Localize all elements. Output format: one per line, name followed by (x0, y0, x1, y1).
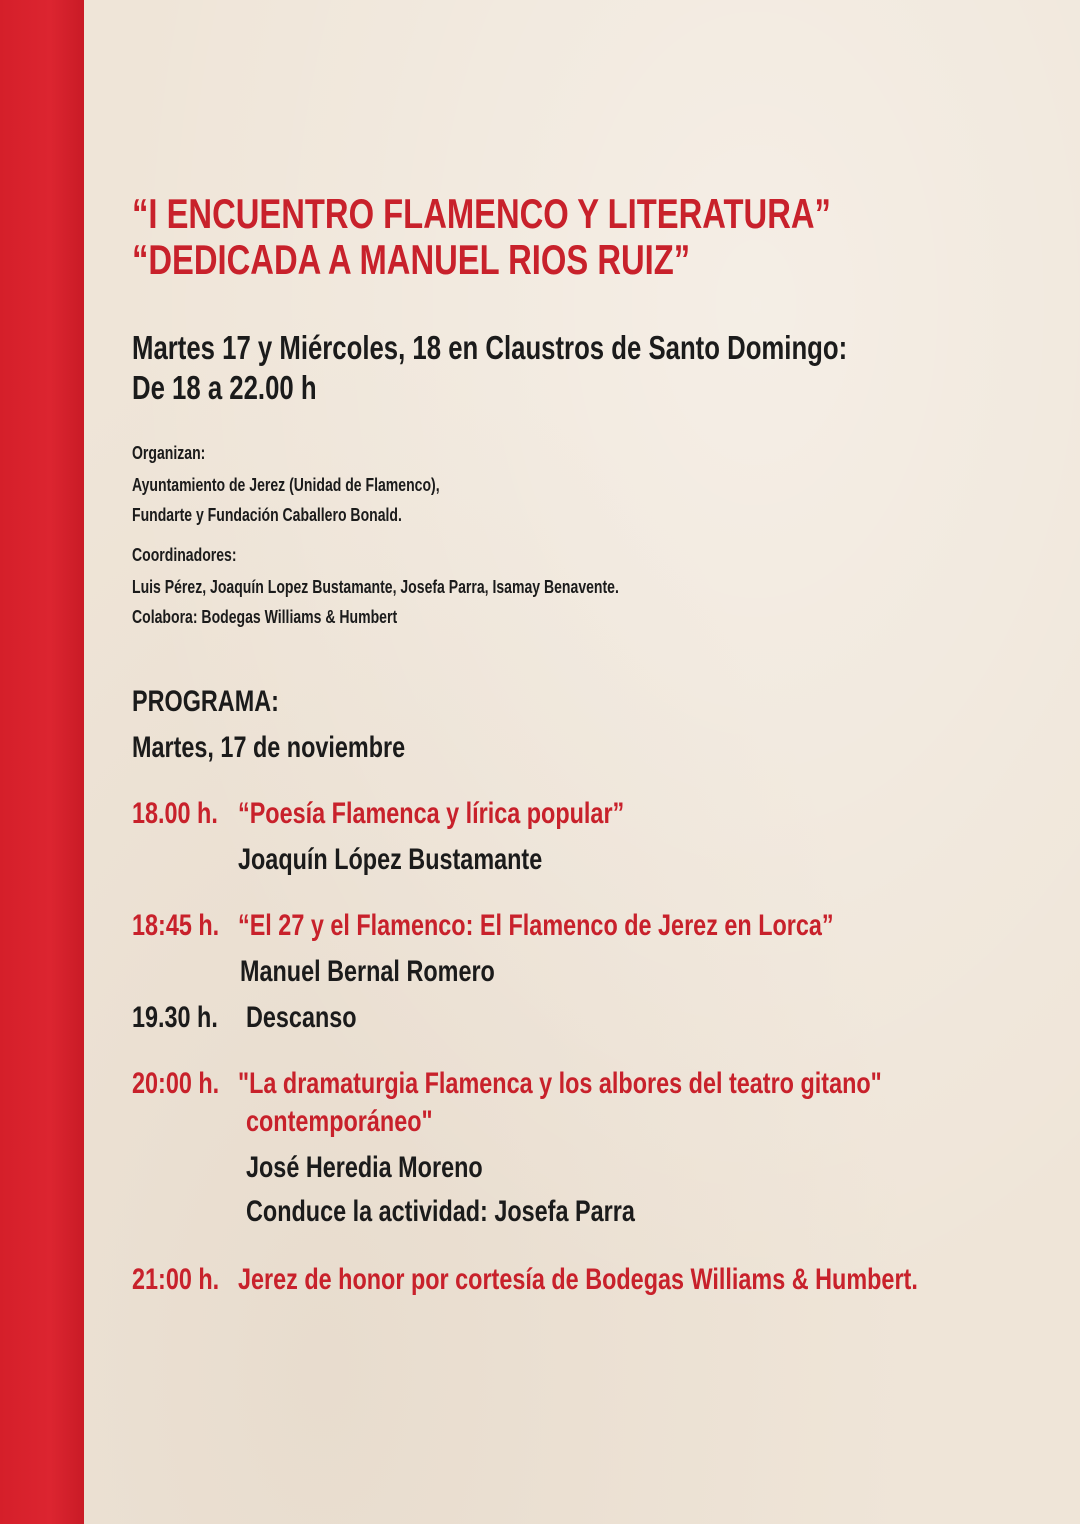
coordinators-label: Coordinadores: (132, 545, 237, 565)
program-item-time: 18.00 h. (132, 797, 218, 830)
program-item-title: “Poesía Flamenca y lírica popular” (238, 797, 625, 830)
program-item-title: “El 27 y el Flamenco: El Flamenco de Jerez en Lorca” (238, 909, 834, 942)
program-item-speaker: Manuel Bernal Romero (240, 955, 495, 988)
program-item-title: "La dramaturgia Flamenca y los albores del teatro gitano" (238, 1067, 882, 1100)
dates-line-1: Martes 17 y Miércoles, 18 en Claustros de Santo Domingo: (132, 329, 848, 366)
program-item-title-continued: contemporáneo" (246, 1105, 433, 1138)
program-item-time: 21:00 h. (132, 1263, 220, 1296)
title-line-1: “I ENCUENTRO FLAMENCO Y LITERATURA” (132, 190, 831, 237)
red-side-band (0, 0, 84, 1524)
title-line-2: “DEDICADA A MANUEL RIOS RUIZ” (132, 236, 691, 283)
program-item-speaker: Joaquín López Bustamante (238, 843, 543, 876)
program-heading: PROGRAMA: (132, 685, 279, 718)
organizers-label: Organizan: (132, 443, 206, 463)
coordinators-line-1: Luis Pérez, Joaquín Lopez Bustamante, Josefa Parra, Isamay Benavente. (132, 577, 619, 597)
program-day: Martes, 17 de noviembre (132, 731, 406, 764)
organizers-line-1: Ayuntamiento de Jerez (Unidad de Flamenco), (132, 475, 440, 495)
program-item-moderator: Conduce la actividad: Josefa Parra (246, 1195, 635, 1228)
program-item-title: Jerez de honor por cortesía de Bodegas Williams & Humbert. (238, 1263, 918, 1296)
coordinators-line-2: Colabora: Bodegas Williams & Humbert (132, 607, 398, 627)
program-item-time: 18:45 h. (132, 909, 220, 942)
program-item-speaker: José Heredia Moreno (246, 1151, 483, 1184)
program-item-time: 19.30 h. (132, 1001, 218, 1034)
organizers-line-2: Fundarte y Fundación Caballero Bonald. (132, 505, 402, 525)
dates-line-2: De 18 a 22.00 h (132, 369, 317, 406)
program-item-title: Descanso (246, 1001, 357, 1034)
program-item-time: 20:00 h. (132, 1067, 220, 1100)
